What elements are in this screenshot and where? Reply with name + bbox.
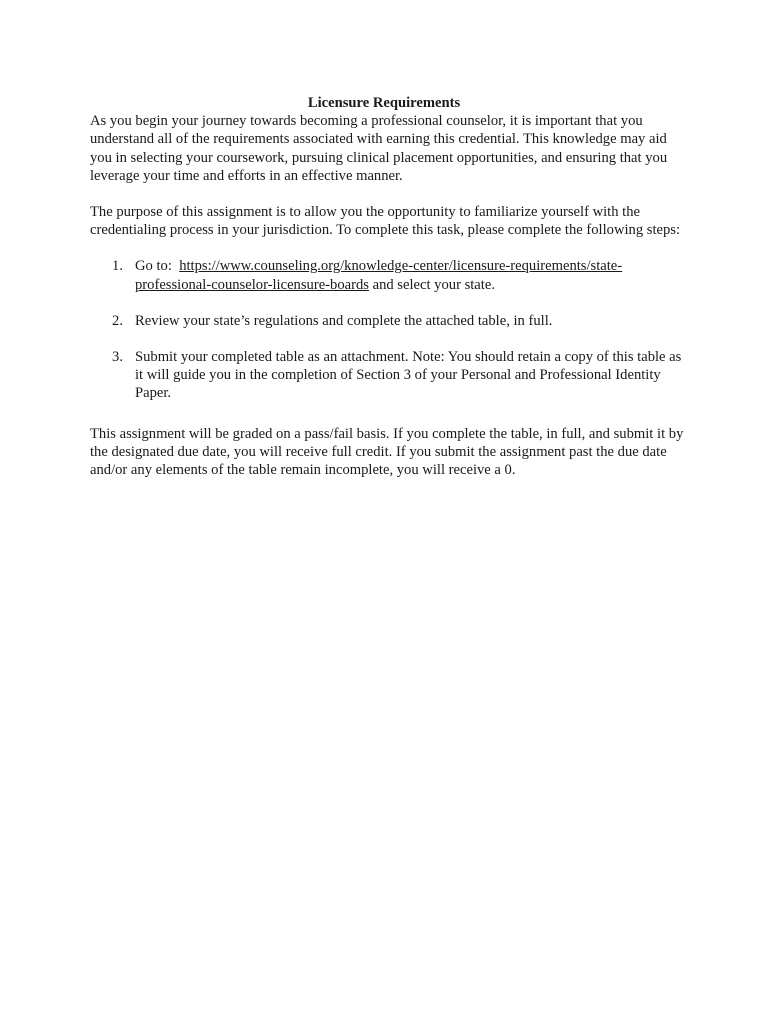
step-suffix: and select your state.: [368, 276, 495, 293]
purpose-paragraph: The purpose of this assignment is to allow you the opportunity to familiarize yourself with the credentialing process in your jurisdiction. To complete this task, please complete the following steps:: [90, 204, 681, 239]
list-item: [90, 257, 690, 293]
step-number: 2.: [112, 312, 123, 329]
intro-paragraph: As you begin your journey towards becoming a professional counselor, it is important that you understand all of the requirements associated with earning this credential. This knowledge may aid you in selecting your coursework, pursuing clinical placement opportunities, and ensuring that you leverage your time and efforts in an effective manner.: [90, 113, 668, 184]
document-title: Licensure Requirements: [307, 95, 461, 111]
list-item: [90, 312, 690, 330]
step-number: 3.: [112, 349, 123, 366]
steps-list: [90, 257, 690, 402]
grading-paragraph: This assignment will be graded on a pass/fail basis. If you complete the table, in full, and submit it by the designated due date, you will receive full credit. If you submit the assignment past the due date and/or any elements of the table remain incomplete, you will receive a 0.: [90, 425, 684, 479]
licensure-boards-link[interactable]: https://www.counseling.org/knowledge-center/licensure-requirements/state-professional-counselor-licensure-boards: [135, 258, 623, 293]
list-item: [90, 348, 690, 403]
step-prefix: Go to:: [135, 258, 180, 275]
document-page: [90, 94, 690, 479]
step-number: 1.: [112, 258, 123, 275]
step-text: Review your state’s regulations and complete the attached table, in full.: [135, 312, 553, 329]
step-text: Submit your completed table as an attachment. Note: You should retain a copy of this table as it will guide you in the completion of Section 3 of your Personal and Professional Identity Paper.: [135, 349, 682, 402]
step-text: [135, 257, 690, 293]
